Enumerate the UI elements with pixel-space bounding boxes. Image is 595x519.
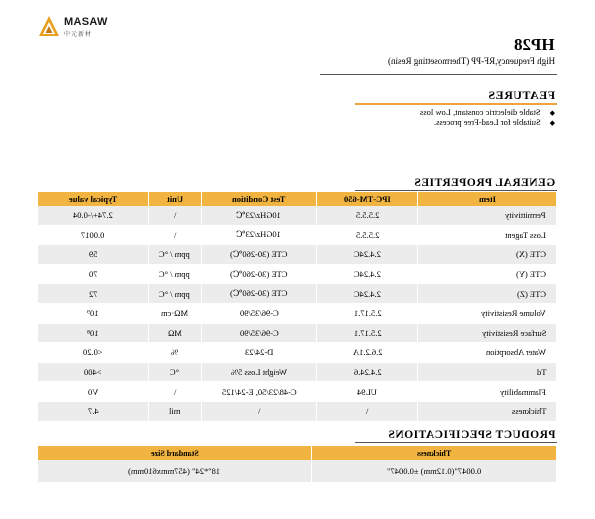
table-row	[38, 401, 557, 421]
condition-cell: CTE (30-260℃)	[201, 284, 317, 304]
table-row	[38, 323, 557, 343]
condition-cell: C-48/23/50, E-24/125	[201, 382, 317, 402]
table-row	[38, 382, 557, 402]
table-row	[38, 362, 557, 382]
unit-cell: MΩ·cm	[148, 303, 201, 323]
value-cell: 59	[38, 245, 148, 265]
standard-size-cell: 18"*24" (457mmx610mm)	[128, 466, 221, 476]
item-cell: Water Absorption	[418, 343, 557, 363]
item-cell: Loss Tagent	[418, 225, 557, 245]
value-cell: >400	[38, 362, 148, 382]
feature-item: Stable dielectric constant, Low loss ◆	[420, 107, 555, 117]
unit-cell: ppm / °C	[148, 264, 201, 284]
table-row	[38, 206, 557, 225]
condition-cell: \	[201, 401, 317, 421]
unit-cell: \	[148, 206, 201, 225]
title-divider	[320, 74, 557, 75]
brand-logo	[38, 15, 112, 39]
value-cell: <0.20	[38, 343, 148, 363]
value-cell: 10⁹	[38, 303, 148, 323]
condition-cell: Weight Loss 5%	[201, 362, 317, 382]
ipc-cell: 2.6.2.1A	[317, 343, 418, 363]
table-row	[38, 460, 557, 482]
condition-cell: D-24/23	[201, 343, 317, 363]
diamond-bullet-icon: ◆	[549, 119, 555, 127]
product-specifications-table	[38, 446, 557, 482]
item-cell: Thickness	[418, 401, 557, 421]
table-row	[38, 284, 557, 304]
item-cell: CTE (X)	[418, 245, 557, 265]
value-cell: 10⁸	[38, 323, 148, 343]
product-title-block	[388, 36, 555, 66]
value-cell: 72	[38, 284, 148, 304]
ipc-cell: 2.5.5.5	[317, 206, 418, 225]
item-cell: Volume Resistivity	[418, 303, 557, 323]
unit-cell: mil	[148, 401, 201, 421]
ipc-cell: 2.4.24C	[317, 284, 418, 304]
item-cell: Flammability	[418, 382, 557, 402]
table-row	[38, 343, 557, 363]
features-list	[420, 107, 555, 127]
col-header: Test Condition	[232, 194, 286, 204]
product-specifications-heading: PRODUCT SPECIFICATIONS	[387, 429, 555, 441]
brand-chinese-name: 中元新材	[64, 31, 93, 38]
table-row	[38, 264, 557, 284]
item-cell: CTE (Z)	[418, 284, 557, 304]
features-divider	[355, 103, 557, 105]
condition-cell: CTE (30-260℃)	[201, 245, 317, 265]
value-cell: V0	[38, 382, 148, 402]
table-header-row	[38, 446, 557, 460]
ipc-cell: 2.5.5.5	[317, 225, 418, 245]
ipc-cell: 2.4.24.6	[317, 362, 418, 382]
condition-cell: C-96/35/90	[201, 303, 317, 323]
unit-cell: \	[148, 225, 201, 245]
condition-cell: C-96/35/90	[201, 323, 317, 343]
unit-cell: \	[148, 382, 201, 402]
general-properties-table	[38, 192, 557, 422]
value-cell: 0.0017	[38, 225, 148, 245]
general-properties-divider	[355, 190, 557, 191]
table-row	[38, 225, 557, 245]
product-specifications-divider	[355, 442, 557, 443]
features-heading: FEATURES	[487, 88, 555, 102]
product-title: HP28	[514, 35, 555, 54]
general-properties-heading: GENERAL PROPERTIES	[413, 177, 555, 189]
value-cell: 2.74+/-0.04	[38, 206, 148, 225]
masaw-logo-icon	[38, 15, 60, 37]
col-header: IPC-TM-650	[343, 194, 391, 204]
table-row	[38, 303, 557, 323]
unit-cell: °C	[148, 362, 201, 382]
ipc-cell: UL94	[317, 382, 418, 402]
ipc-cell: 2.5.17.1	[317, 323, 418, 343]
ipc-cell: 2.4.24C	[317, 245, 418, 265]
unit-cell: ppm / °C	[148, 284, 201, 304]
feature-item: Suitable for Lead-Free process. ◆	[434, 117, 555, 127]
condition-cell: 10GHz/23℃	[201, 206, 317, 225]
item-cell: Permittivity	[418, 206, 557, 225]
condition-cell: CTE (30-260℃)	[201, 264, 317, 284]
item-cell: CTE (Y)	[418, 264, 557, 284]
unit-cell: MΩ	[148, 323, 201, 343]
col-header: Item	[478, 194, 496, 204]
table-row	[38, 245, 557, 265]
ipc-cell: 2.4.24C	[317, 264, 418, 284]
col-header: Unit	[166, 194, 183, 204]
thickness-cell: 0.0047"(0.12mm) ±0.0047"	[386, 466, 482, 476]
value-cell: 70	[38, 264, 148, 284]
diamond-bullet-icon: ◆	[549, 109, 555, 117]
ipc-cell: 2.5.17.1	[317, 303, 418, 323]
table-header-row	[38, 192, 557, 206]
item-cell: Surface Resistivity	[418, 323, 557, 343]
unit-cell: ppm / °C	[148, 245, 201, 265]
ipc-cell: \	[317, 401, 418, 421]
condition-cell: 10GHz/23℃	[201, 225, 317, 245]
value-cell: 4.7	[38, 401, 148, 421]
product-subtitle: High Frequency,RF-PP (Thermosetting Resin)	[387, 56, 555, 66]
unit-cell: %	[148, 343, 201, 363]
col-header: Thickness	[416, 448, 452, 458]
col-header: Typical value	[68, 194, 118, 204]
brand-name: MASAW	[64, 16, 108, 28]
item-cell: Td	[418, 362, 557, 382]
col-header: Standard Size	[150, 448, 199, 458]
